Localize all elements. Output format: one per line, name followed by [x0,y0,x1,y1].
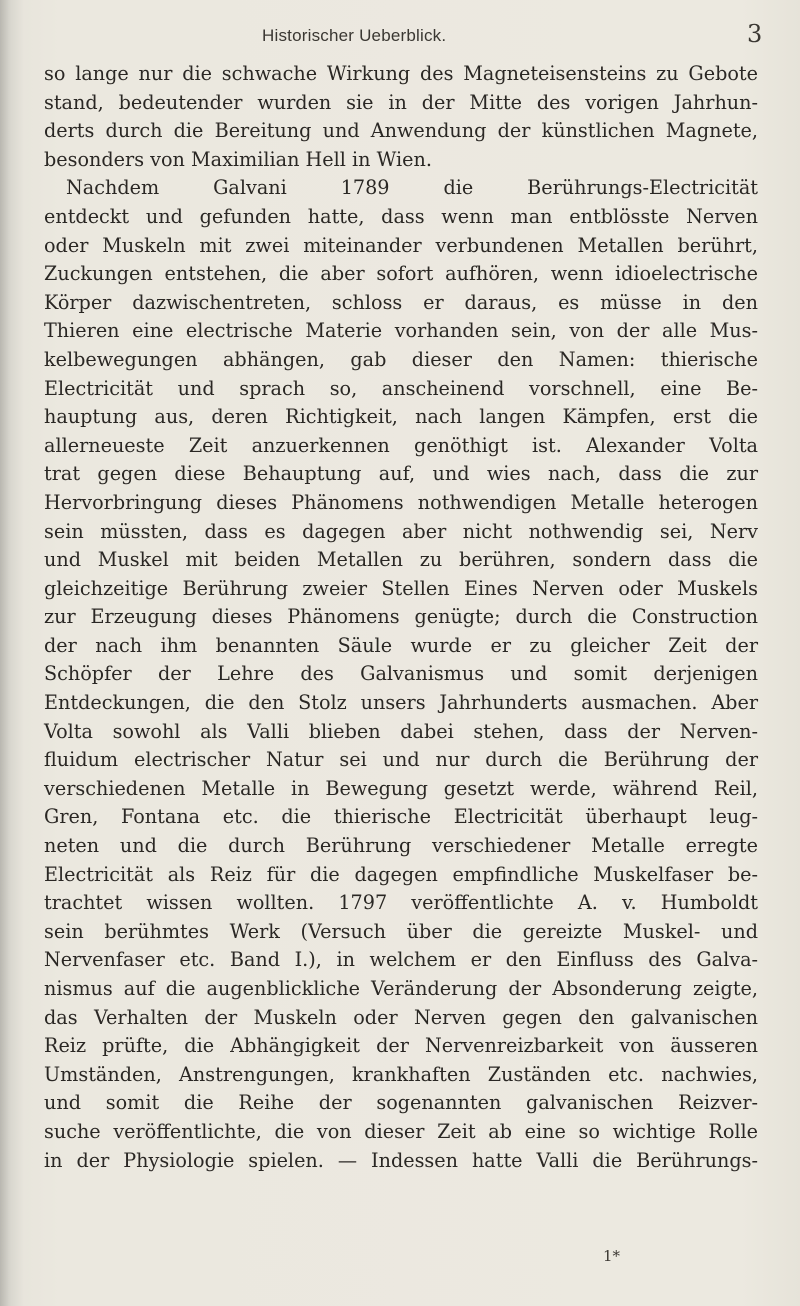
text-line: derts durch die Bereitung und Anwendung der künstlichen Magnete, [44,119,758,143]
text-line: kelbewegungen abhängen, gab dieser den Namen: thierische [44,347,758,371]
text-line: besonders von Maximilian Hell in Wien. [44,147,432,171]
page-number: 3 [747,20,763,48]
text-line: Nachdem Galvani 1789 die Berührungs-Electricität [66,176,758,200]
text-line: Thieren eine electrische Materie vorhanden sein, von der alle Mus- [44,319,758,343]
text-line: Schöpfer der Lehre des Galvanismus und somit derjenigen [44,662,758,686]
text-line: trachtet wissen wollten. 1797 veröffentlichte A. v. Humboldt [44,891,758,915]
text-line: stand, bedeutender wurden sie in der Mitte des vorigen Jahrhun- [44,90,758,114]
text-line: sein müssten, dass es dagegen aber nicht nothwendig sei, Nerv [44,519,758,543]
text-line: Körper dazwischentreten, schloss er daraus, es müsse in den [44,290,758,314]
text-line: und Muskel mit beiden Metallen zu berühren, sondern dass die [44,548,758,572]
body-text [44,60,758,1175]
text-line: Zuckungen entstehen, die aber sofort aufhören, wenn idioelectrische [44,262,758,286]
text-line: nismus auf die augenblickliche Veränderung der Absonderung zeigte, [44,977,758,1000]
text-line: sein berühmtes Werk (Versuch über die gereizte Muskel- und [44,919,758,943]
text-line: oder Muskeln mit zwei miteinander verbundenen Metallen berührt, [44,233,758,257]
text-line: Umständen, Anstrengungen, krankhaften Zuständen etc. nachwies, [44,1062,758,1086]
text-line: hauptung aus, deren Richtigkeit, nach langen Kämpfen, erst die [44,405,758,429]
text-line: das Verhalten der Muskeln oder Nerven gegen den galvanischen [44,1005,758,1029]
text-line: Nervenfaser etc. Band I.), in welchem er den Einfluss des Galva- [44,948,758,972]
text-line: Electricität und sprach so, anscheinend vorschnell, eine Be- [44,376,758,400]
text-line: Volta sowohl als Valli blieben dabei stehen, dass der Nerven- [44,719,758,743]
text-line: und somit die Reihe der sogenannten galvanischen Reizver- [44,1091,758,1115]
text-line: Entdeckungen, die den Stolz unsers Jahrhunderts ausmachen. Aber [44,691,758,715]
text-line: allerneueste Zeit anzuerkennen genöthigt ist. Alexander Volta [44,433,758,457]
text-line: fluidum electrischer Natur sei und nur durch die Berührung der [44,748,758,772]
text-line: Gren, Fontana etc. die thierische Electricität überhaupt leug- [44,805,758,829]
text-line: entdeckt und gefunden hatte, dass wenn man entblösste Nerven [44,204,758,228]
running-title: Historischer Ueberblick. [262,26,447,45]
text-line: trat gegen diese Behauptung auf, und wies nach, dass die zur [44,462,758,486]
text-line: Electricität als Reiz für die dagegen empfindliche Muskelfaser be- [44,862,758,886]
text-line: Reiz prüfte, die Abhängigkeit der Nervenreizbarkeit von äusseren [44,1034,758,1058]
text-line: gleichzeitige Berührung zweier Stellen Eines Nerven oder Muskels [44,576,758,600]
text-line: der nach ihm benannten Säule wurde er zu gleicher Zeit der [44,633,758,657]
text-line: so lange nur die schwache Wirkung des Magneteisensteins zu Gebote [44,62,758,85]
text-line: zur Erzeugung dieses Phänomens genügte; durch die Construction [44,605,758,629]
text-line: verschiedenen Metalle in Bewegung gesetzt werde, während Reil, [44,776,758,800]
text-line: in der Physiologie spielen. — Indessen hatte Valli die Berührungs- [44,1148,758,1172]
text-line: Hervorbringung dieses Phänomens nothwendigen Metalle heterogen [44,490,758,514]
signature-mark: 1* [603,1247,621,1265]
text-line: neten und die durch Berührung verschiedener Metalle erregte [44,834,758,858]
text-line: suche veröffentlichte, die von dieser Zeit ab eine so wichtige Rolle [44,1119,758,1143]
page-header [0,20,800,50]
